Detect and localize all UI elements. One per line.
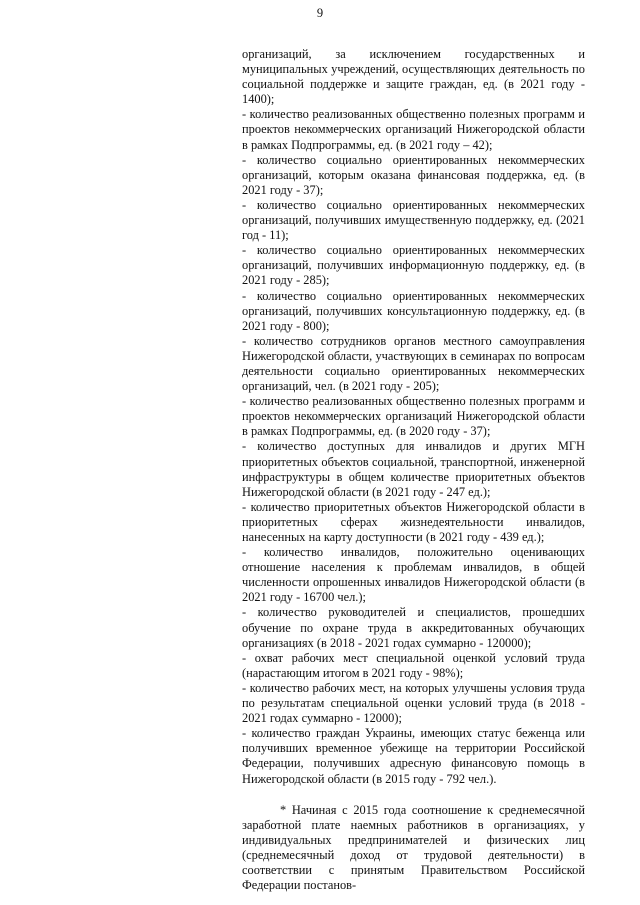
list-item: - количество социально ориентированных некоммерческих организаций, получивших консультационную поддержку, ед. (в 2021 году - 800); xyxy=(242,288,585,333)
footnote: * Начиная с 2015 года соотношение к среднемесячной заработной плате наемных работников в организациях, у индивидуальных предпринимателей и физических лиц (среднемесячный доход от трудовой деятельности) в соответствии с принятым Правительством Российской Федерации постанов- xyxy=(242,802,585,893)
document-body xyxy=(242,47,585,893)
list-item: - количество социально ориентированных некоммерческих организаций, получивших информационную поддержку, ед. (в 2021 году - 285); xyxy=(242,243,585,288)
list-item: - охват рабочих мест специальной оценкой условий труда (нарастающим итогом в 2021 году - 98%); xyxy=(242,650,585,680)
list-item: - количество социально ориентированных некоммерческих организаций, получивших имущественную поддержку, ед. (2021 год - 11); xyxy=(242,197,585,243)
list-item: - количество рабочих мест, на которых улучшены условия труда по результатам специальной оценки условий труда (в 2018 - 2021 годах суммарно - 12000); xyxy=(242,680,585,726)
list-item: - количество доступных для инвалидов и других МГН приоритетных объектов социальной, транспортной, инженерной инфраструктуры в общем количестве приоритетных объектов Нижегородской области (в 2021 году - 247 ед.); xyxy=(242,439,585,499)
list-item: - количество социально ориентированных некоммерческих организаций, которым оказана финансовая поддержка, ед. (в 2021 году - 37); xyxy=(242,152,585,197)
list-item: - количество граждан Украины, имеющих статус беженца или получивших временное убежище на территории Российской Федерации, получивших адресную финансовую помощь в Нижегородской области (в 2015 году - 792 чел.). xyxy=(242,726,585,786)
page-number: 9 xyxy=(316,6,324,20)
list-item: - количество реализованных общественно полезных программ и проектов некоммерческих организаций Нижегородской области в рамках Подпрограммы, ед. (в 2021 году – 42); xyxy=(242,107,585,152)
list-item: - количество реализованных общественно полезных программ и проектов некоммерческих организаций Нижегородской области в рамках Подпрограммы, ед. (в 2020 году - 37); xyxy=(242,394,585,439)
list-item: - количество инвалидов, положительно оценивающих отношение населения к проблемам инвалидов, в общей численности опрошенных инвалидов Нижегородской области (в 2021 году - 16700 чел.); xyxy=(242,545,585,605)
list-item: - количество приоритетных объектов Нижегородской области в приоритетных сферах жизнедеятельности инвалидов, нанесенных на карту доступности (в 2021 году - 439 ед.); xyxy=(242,499,585,544)
list-item: - количество руководителей и специалистов, прошедших обучение по охране труда в аккредитованных обучающих организациях (в 2018 - 2021 годах суммарно - 120000); xyxy=(242,605,585,650)
list-item: - количество сотрудников органов местного самоуправления Нижегородской области, участвующих в семинарах по вопросам деятельности социально ориентированных некоммерческих организаций, чел. (в 2021 году - 205); xyxy=(242,333,585,394)
list-item: организаций, за исключением государственных и муниципальных учреждений, осуществляющих деятельность по социальной поддержке и защите граждан, ед. (в 2021 году - 1400); xyxy=(242,47,585,107)
